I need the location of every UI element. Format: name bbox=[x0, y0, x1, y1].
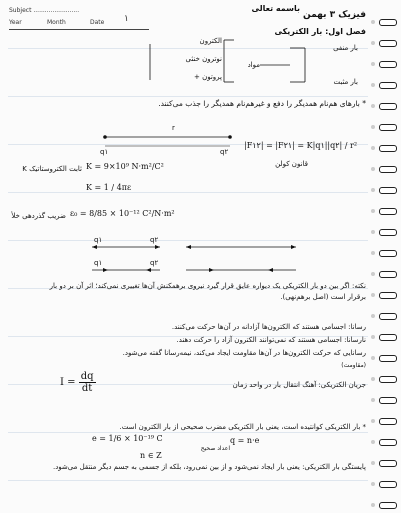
charge-formula: q = n·e bbox=[230, 436, 260, 445]
tree-branch-negative: بار منفی bbox=[333, 44, 358, 52]
conductor-line: رسانا: اجسامی هستند که الکترون‌ها آزادانه در آن‌ها حرکت می‌کنند. bbox=[171, 323, 366, 331]
chapter-title: فصل اول: بار الکتریکی bbox=[274, 27, 366, 36]
semiconductor-note: (مقاومت) bbox=[341, 362, 366, 369]
integer-label: اعداد صحیح bbox=[200, 445, 230, 452]
current-definition: جریان الکتریکی: آهنگ انتقال بار در واحد زمان bbox=[232, 381, 366, 389]
year-label: Year bbox=[9, 19, 22, 26]
charge-label: q۲ bbox=[150, 236, 159, 244]
coulomb-formula: |F۱۲| = |F۲۱| = K|q۱||q۲| / r² bbox=[244, 141, 358, 150]
tree-item: الکترون bbox=[199, 37, 222, 45]
coulomb-law-name: قانون کولن bbox=[275, 160, 308, 168]
current-formula: I = $\frac{dq}{dt}$ bbox=[60, 371, 94, 394]
epsilon-label: ضریب گذردهی خلأ bbox=[11, 212, 66, 220]
rule-note: * بارهای هم‌نام همدیگر را دفع و غیرهم‌نام همدیگر را جذب می‌کنند. bbox=[158, 99, 366, 108]
integer-set: n ∈ Z bbox=[140, 451, 162, 460]
charge-label: q۱ bbox=[94, 259, 103, 267]
tree-branch-positive: بار مثبت bbox=[333, 78, 358, 86]
tree-item: نوترون خنثی bbox=[185, 55, 222, 63]
electron-charge: e = 1/6 × 10⁻¹⁹ C bbox=[92, 434, 163, 443]
bismillah: باسمه تعالی bbox=[251, 4, 300, 13]
charge-label: q۱ bbox=[94, 236, 103, 244]
month-label: Month bbox=[47, 19, 66, 26]
date-label: Date bbox=[90, 19, 105, 26]
tree-root: مواد bbox=[247, 61, 260, 69]
epsilon-value: ε₀ = 8/85 × 10⁻¹² C²/N·m² bbox=[70, 209, 175, 218]
k-alt: K = 1 / 4πε bbox=[86, 183, 132, 192]
charge-conservation: پایستگی بار الکتریکی: یعنی بار ایجاد نمی‌شود و از بین نمی‌رود، بلکه از جسمی به جسم دیگر منتقل می‌شود. bbox=[52, 463, 366, 471]
k-constant-label: K ثابت الکتروستاتیک bbox=[22, 165, 82, 173]
distance-label: r bbox=[172, 124, 175, 132]
insulator-line: نارسانا: اجسامی هستند که نمی‌توانند الکترون آزاد را حرکت دهند. bbox=[176, 336, 366, 344]
charge-q1: q۱ bbox=[100, 148, 109, 156]
semiconductor-line: رسانایی که حرکت الکترون‌ها در آن‌ها مقاومت ایجاد می‌کند، نیمه‌رسانا گفته می‌شود. bbox=[122, 349, 366, 357]
k-value: K = 9×10⁹ N·m²/C² bbox=[86, 162, 164, 171]
lecture-date: فیزیک ۳ بهمن bbox=[303, 10, 366, 20]
quantization-note: * بار الکتریکی کوانتیده است، یعنی بار الکتریکی مضرب صحیحی از بار الکترون است. bbox=[119, 423, 366, 431]
charge-label: q۲ bbox=[150, 259, 159, 267]
tree-item: پروتون + bbox=[194, 73, 222, 81]
date-mark: ۱ bbox=[124, 14, 129, 24]
charge-q2: q۲ bbox=[220, 148, 229, 156]
insulator-note: نکته: اگر بین دو بار الکتریکی یک دیواره عایق قرار گیرد نیروی برهمکنش آن‌ها تغییری نمی‌کند؛ اثر آن بر دو بار برقرار است (اصل برهم‌نهی). bbox=[49, 282, 366, 301]
subject-label: Subject ........................ bbox=[9, 7, 80, 14]
